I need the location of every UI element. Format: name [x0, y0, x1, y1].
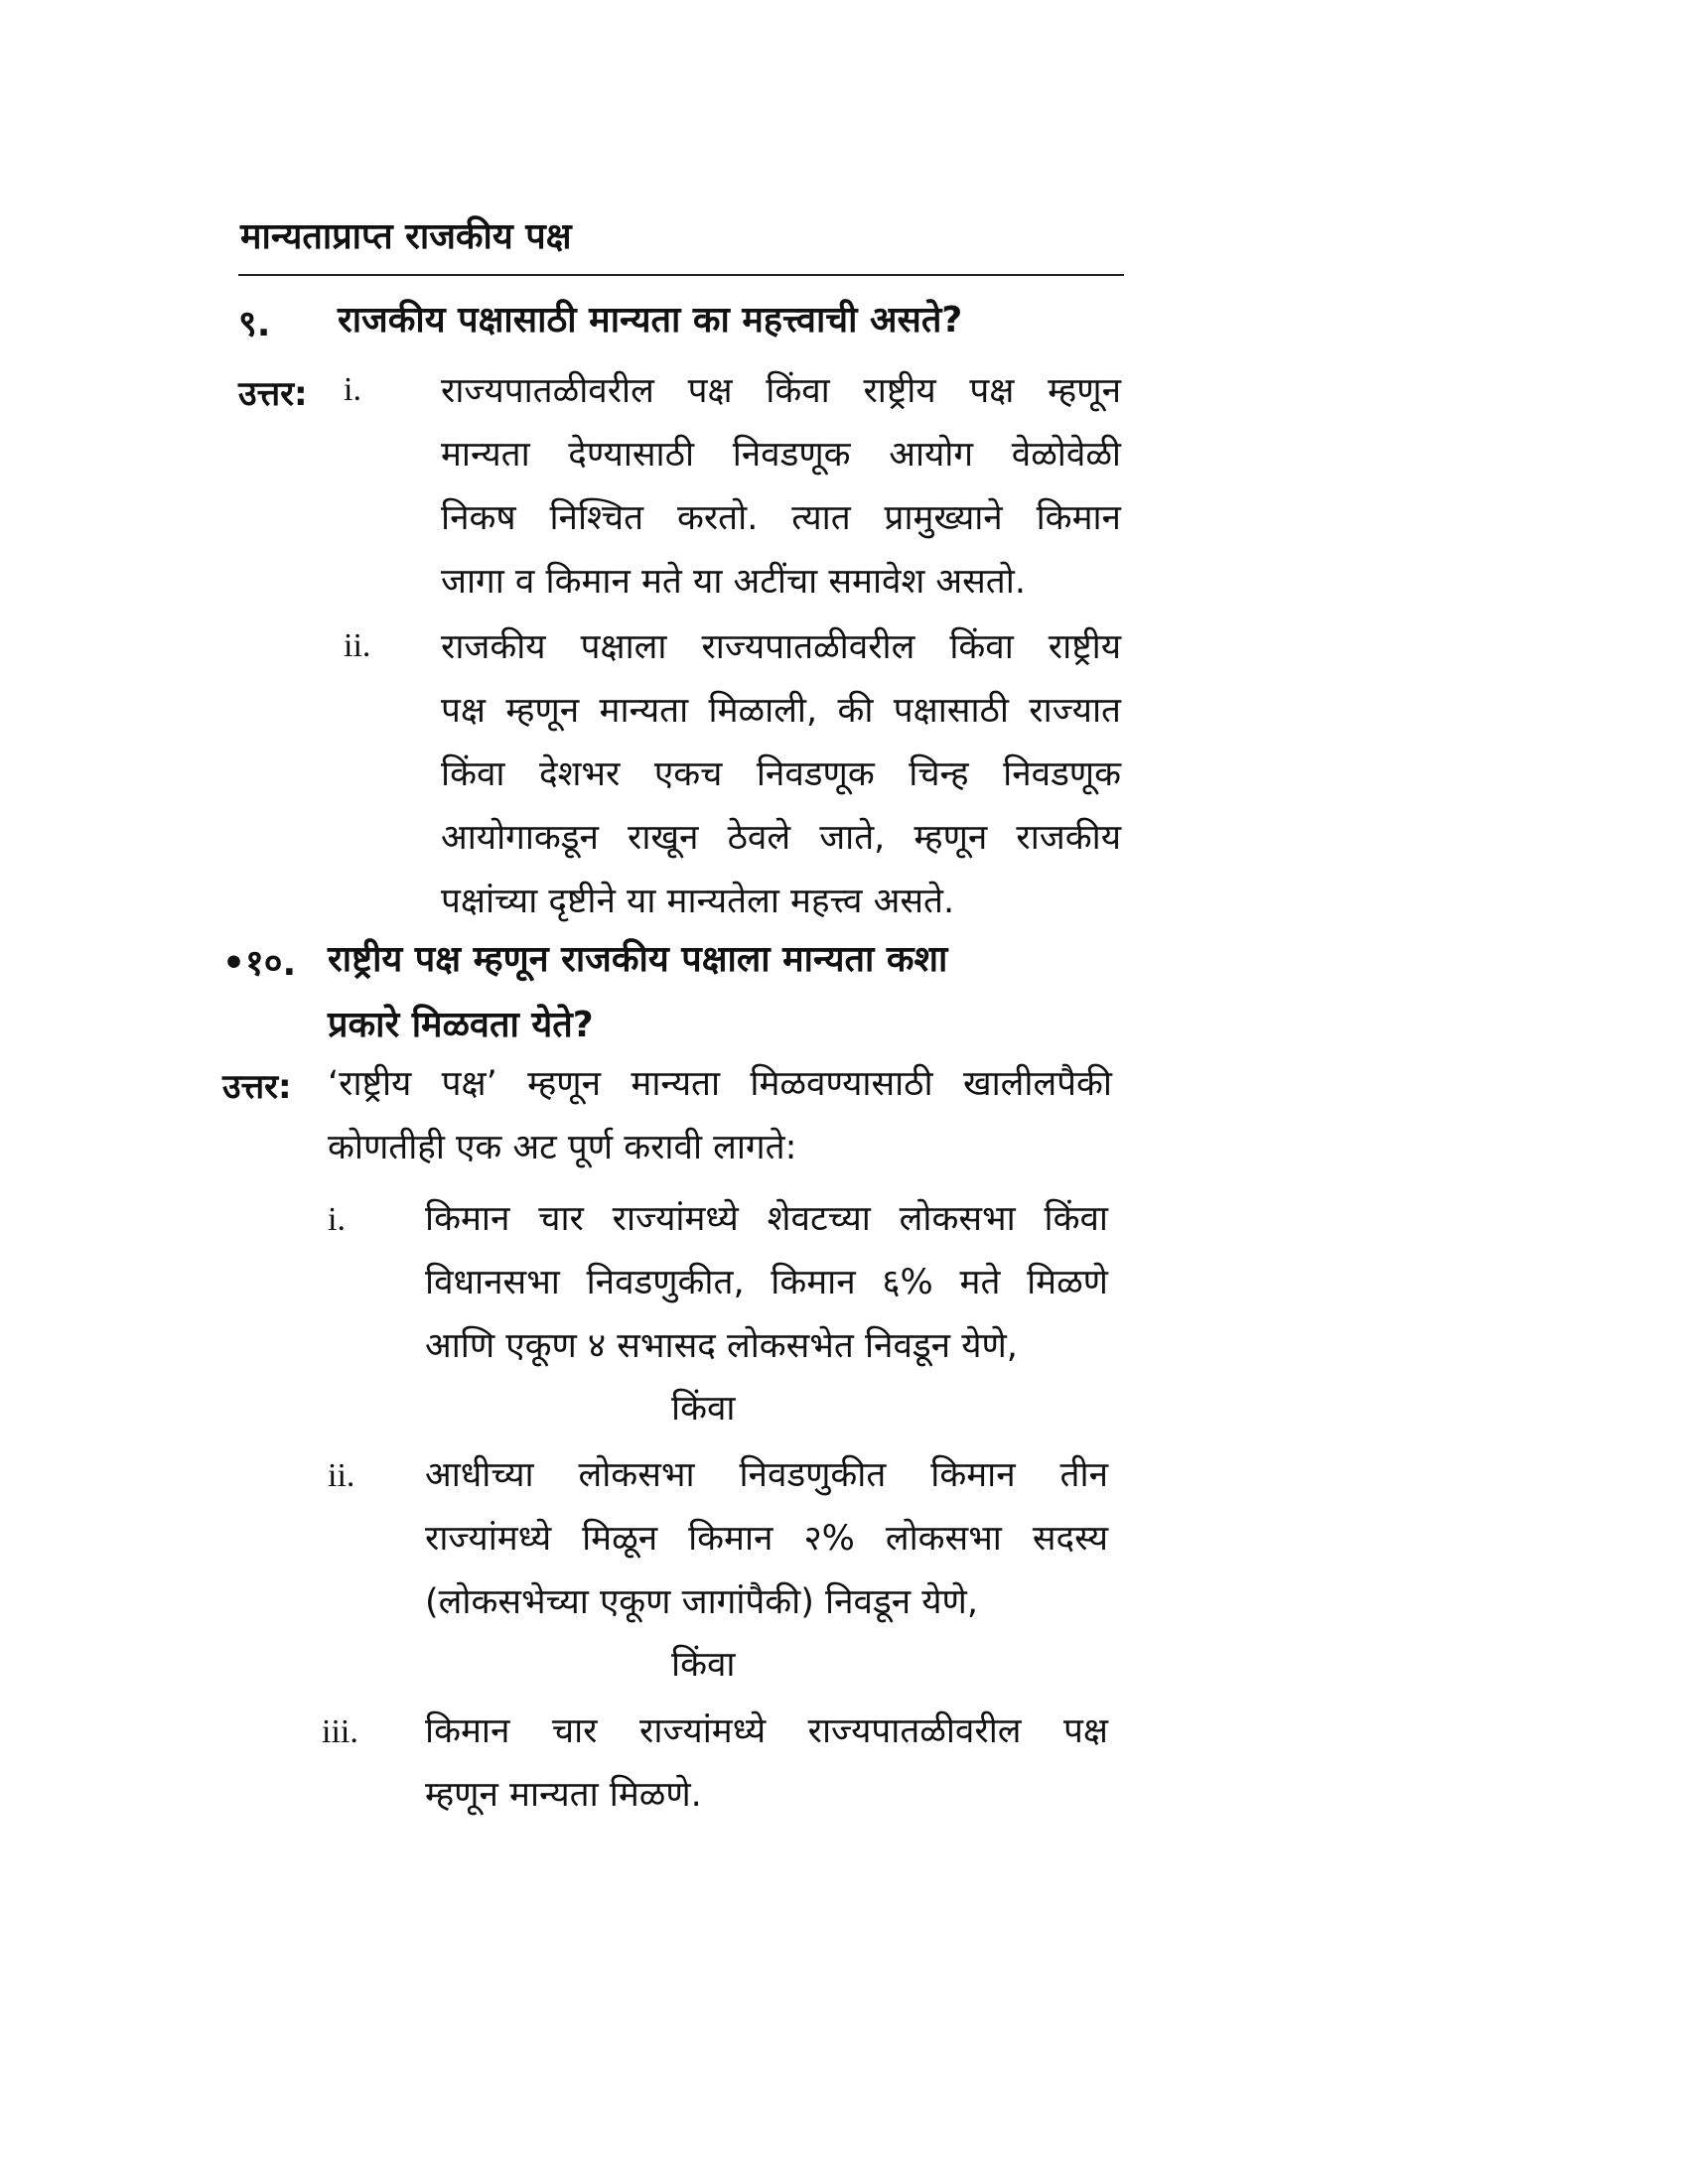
text-line: ‘राष्ट्रीय पक्ष’ म्हणून मान्यता मिळवण्यासाठी खालीलपैकी [328, 1064, 1112, 1104]
text-line: निकष निश्चित करतो. त्यात प्रामुख्याने किमान [441, 498, 1121, 538]
text-line: किंवा देशभर एकच निवडणूक चिन्ह निवडणूक [441, 754, 1121, 794]
text-line: (लोकसभेच्या एकूण जागांपैकी) निवडून येणे, [425, 1582, 978, 1622]
question-9-item-i-text [441, 359, 1121, 614]
question-9-text: राजकीय पक्षासाठी मान्यता का महत्त्वाची असते? [338, 300, 963, 341]
text-line: किमान चार राज्यांमध्ये राज्यपातळीवरील पक्ष [425, 1711, 1108, 1751]
question-10-item-iii-marker: iii. [322, 1713, 358, 1750]
question-9-item-ii-marker: ii. [344, 627, 371, 664]
text-line: राजकीय पक्षाला राज्यपातळीवरील किंवा राष्ट्रीय [441, 627, 1121, 667]
question-10-number: •१०. [222, 943, 297, 984]
question-10-answer-label: उत्तर: [222, 1067, 292, 1107]
header-divider [238, 274, 1124, 276]
or-separator-1: किंवा [671, 1389, 736, 1429]
question-10-item-i-text [425, 1187, 1108, 1378]
text-line: विधानसभा निवडणुकीत, किमान ६% मते मिळणे [425, 1263, 1108, 1302]
question-10-text [328, 927, 1102, 1058]
text-line: किमान चार राज्यांमध्ये शेवटच्या लोकसभा किंवा [425, 1199, 1108, 1239]
question-9-answer-label: उत्तर: [238, 374, 308, 414]
question-9-item-i-marker: i. [344, 371, 361, 408]
text-line: आयोगाकडून राखून ठेवले जाते, म्हणून राजकीय [441, 818, 1121, 858]
question-9-number: ९. [238, 304, 271, 344]
question-10-item-ii-text [425, 1443, 1108, 1634]
or-separator-2: किंवा [671, 1645, 736, 1685]
text-line: राज्यपातळीवरील पक्ष किंवा राष्ट्रीय पक्ष म्हणून [441, 371, 1121, 411]
question-line: प्रकारे मिळवता येते? [328, 1005, 594, 1045]
question-10-item-iii-text [425, 1700, 1108, 1827]
text-line: राज्यांमध्ये मिळून किमान २% लोकसभा सदस्य [425, 1519, 1108, 1559]
text-line: कोणतीही एक अट पूर्ण करावी लागते: [328, 1128, 797, 1167]
question-10-item-i-marker: i. [328, 1201, 346, 1238]
text-line: मान्यता देण्यासाठी निवडणूक आयोग वेळोवेळी [441, 435, 1121, 475]
question-10-intro [328, 1052, 1112, 1179]
text-line: म्हणून मान्यता मिळणे. [425, 1775, 702, 1815]
question-9-item-ii-text [441, 615, 1121, 933]
question-line: राष्ट्रीय पक्ष म्हणून राजकीय पक्षाला मान्यता कशा [328, 939, 948, 980]
text-line: आणि एकूण ४ सभासद लोकसभेत निवडून येणे, [425, 1326, 1018, 1366]
text-line: पक्ष म्हणून मान्यता मिळाली, की पक्षासाठी राज्यात [441, 691, 1121, 731]
text-line: जागा व किमान मते या अटींचा समावेश असतो. [441, 562, 1026, 602]
text-line: पक्षांच्या दृष्टीने या मान्यतेला महत्त्व असते. [441, 882, 955, 921]
question-10-item-ii-marker: ii. [328, 1457, 355, 1494]
text-line: आधीच्या लोकसभा निवडणुकीत किमान तीन [425, 1455, 1108, 1495]
page-header-title: मान्यताप्राप्त राजकीय पक्ष [240, 216, 572, 257]
